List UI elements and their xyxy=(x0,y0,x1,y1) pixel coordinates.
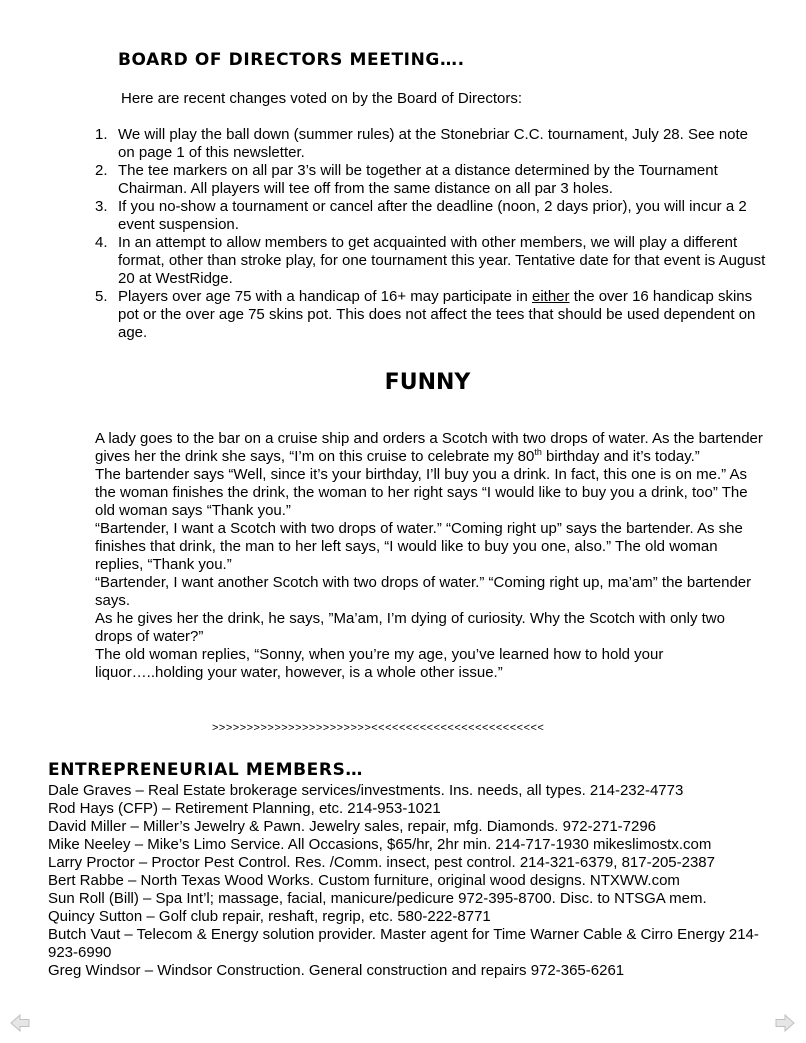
story-paragraph: The bartender says “Well, since it’s your birthday, I’ll buy you a drink. In fact, this one is on me.” As the woman finishes the drink, the woman to her right says “I would like to buy you a drink, too” The old woman says “Thank you.” xyxy=(95,466,748,519)
either-emphasis: either xyxy=(532,288,570,305)
story-text: birthday and it’s today.” xyxy=(541,448,700,465)
entrepreneurial-heading: ENTREPRENEURIAL MEMBERS… xyxy=(48,760,364,780)
funny-heading: FUNNY xyxy=(384,370,471,395)
member-entry: Mike Neeley – Mike’s Limo Service. All Occasions, $65/hr, 2hr min. 214-717-1930 mikeslimostx.com xyxy=(48,836,712,853)
item-number: 1. xyxy=(95,126,108,143)
story-text: A lady goes to the bar on a cruise ship and orders a Scotch with two drops of water. As the bartender gives her the drink she says, “I’m on this cruise to celebrate my 80 xyxy=(95,430,763,465)
member-entry: Sun Roll (Bill) – Spa Int’l; massage, facial, manicure/pedicure 972-395-8700. Disc. to NTSGA mem. xyxy=(48,890,707,907)
arrow-left-icon[interactable] xyxy=(9,1013,31,1033)
member-entry: David Miller – Miller’s Jewelry & Pawn. Jewelry sales, repair, mfg. Diamonds. 972-271-7296 xyxy=(48,818,657,835)
board-changes-list xyxy=(95,126,767,342)
item-text-after: the over 16 handicap skins pot or the over age 75 skins pot. This does not affect the tees that should be used dependent on age. xyxy=(118,288,756,341)
board-change-item xyxy=(95,198,767,234)
member-entry: Dale Graves – Real Estate brokerage services/investments. Ins. needs, all types. 214-232-4773 xyxy=(48,782,684,799)
item-text xyxy=(118,288,755,341)
section-divider: >>>>>>>>>>>>>>>>>>>>>>><<<<<<<<<<<<<<<<<<<<<<<<< xyxy=(212,722,545,734)
item-number: 4. xyxy=(95,234,108,251)
story-paragraph: “Bartender, I want another Scotch with two drops of water.” “Coming right up, ma’am” the bartender says. xyxy=(95,574,752,609)
item-text: In an attempt to allow members to get acquainted with other members, we will play a different format, other than stroke play, for one tournament this year. Tentative date for that event is August 20 at WestRidge. xyxy=(118,234,766,287)
member-entry: Butch Vaut – Telecom & Energy solution provider. Master agent for Time Warner Cable & Cirro Energy 214-923-6990 xyxy=(48,926,759,961)
member-directory xyxy=(48,782,773,980)
story-paragraph: “Bartender, I want a Scotch with two drops of water.” “Coming right up” says the bartender. As she finishes that drink, the man to her left says, “I would like to buy you one, also.” The old woman replies, “Thank you.” xyxy=(95,520,743,573)
item-text-before: Players over age 75 with a handicap of 16+ may participate in xyxy=(118,288,532,305)
item-text: If you no-show a tournament or cancel after the deadline (noon, 2 days prior), you will incur a 2 event suspension. xyxy=(118,198,747,233)
item-text: The tee markers on all par 3’s will be together at a distance determined by the Tournament Chairman. All players will tee off from the same distance on all par 3 holes. xyxy=(118,162,718,197)
funny-story xyxy=(95,430,763,682)
board-change-item xyxy=(95,234,767,288)
member-entry: Quincy Sutton – Golf club repair, reshaft, regrip, etc. 580-222-8771 xyxy=(48,908,491,925)
item-number: 3. xyxy=(95,198,108,215)
board-meeting-heading: BOARD OF DIRECTORS MEETING…. xyxy=(118,50,465,70)
member-entry: Larry Proctor – Proctor Pest Control. Res. /Comm. insect, pest control. 214-321-6379, 817-205-2387 xyxy=(48,854,715,871)
board-change-item xyxy=(95,126,767,162)
member-entry: Rod Hays (CFP) – Retirement Planning, etc. 214-953-1021 xyxy=(48,800,441,817)
ordinal-suffix: th xyxy=(534,447,542,457)
board-intro-text: Here are recent changes voted on by the Board of Directors: xyxy=(121,90,523,107)
story-paragraph xyxy=(95,430,763,466)
board-change-item xyxy=(95,162,767,198)
member-entry: Greg Windsor – Windsor Construction. General construction and repairs 972-365-6261 xyxy=(48,962,625,979)
board-change-item xyxy=(95,288,767,342)
arrow-right-icon[interactable] xyxy=(774,1013,796,1033)
item-text: We will play the ball down (summer rules) at the Stonebriar C.C. tournament, July 28. See note on page 1 of this newsletter. xyxy=(118,126,749,161)
item-number: 2. xyxy=(95,162,108,179)
member-entry: Bert Rabbe – North Texas Wood Works. Custom furniture, original wood designs. NTXWW.com xyxy=(48,872,680,889)
story-paragraph: As he gives her the drink, he says, ”Ma’am, I’m dying of curiosity. Why the Scotch with only two drops of water?” xyxy=(95,610,725,645)
item-number: 5. xyxy=(95,288,108,305)
story-paragraph: The old woman replies, “Sonny, when you’re my age, you’ve learned how to hold your liquor…..holding your water, however, is a whole other issue.” xyxy=(95,646,664,681)
